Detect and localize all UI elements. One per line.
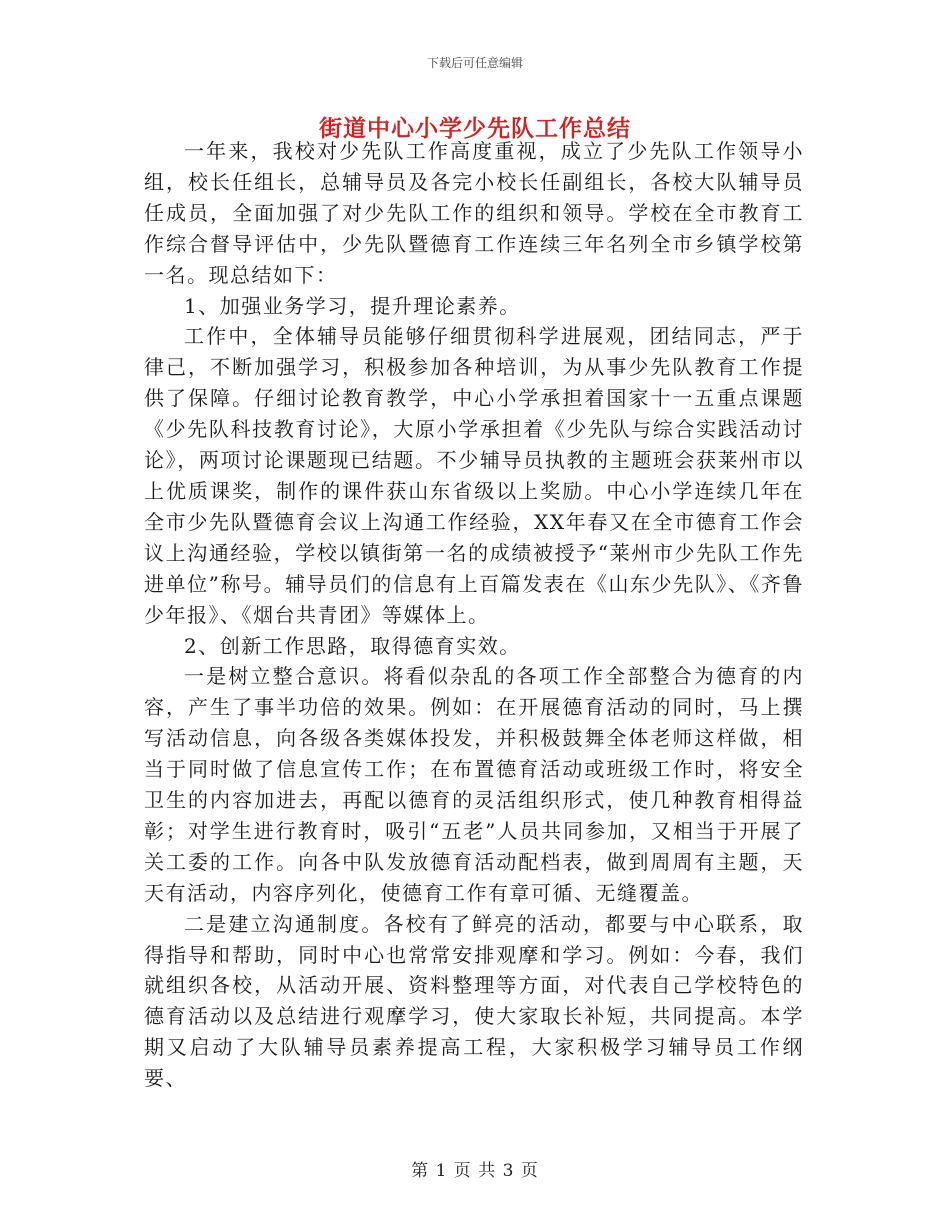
paragraph-section-1-heading: 1、加强业务学习，提升理论素养。 — [184, 293, 521, 318]
document-body — [144, 136, 804, 1094]
page-footer-number: 第 1 页 共 3 页 — [411, 1161, 539, 1181]
paragraph-section-2-item-2: 二是建立沟通制度。各校有了鲜亮的活动，都要与中心联系，取得指导和帮助，同时中心也常常安排观摩和学习。例如：今春，我们就组织各校，从活动开展、资料整理等方面，对代表自己学校特色的德育活动以及总结进行观摩学习，使大家取长补短，共同提高。本学期又启动了大队辅导员素养提高工程，大家积极学习辅导员工作纲要、 — [144, 911, 804, 1091]
document-title: 街道中心小学少先队工作总结 — [319, 115, 631, 142]
paragraph-intro: 一年来，我校对少先队工作高度重视，成立了少先队工作领导小组，校长任组长，总辅导员及各完小校长任副组长，各校大队辅导员任成员，全面加强了对少先队工作的组织和领导。学校在全市教育工作综合督导评估中，少先队暨德育工作连续三年名列全市乡镇学校第一名。现总结如下： — [144, 139, 804, 287]
page-header-note: 下载后可任意编辑 — [426, 56, 523, 70]
paragraph-section-2-heading: 2、创新工作思路，取得德育实效。 — [184, 633, 521, 658]
paragraph-section-2-item-1: 一是树立整合意识。将看似杂乱的各项工作全部整合为德育的内容，产生了事半功倍的效果。例如：在开展德育活动的同时，马上撰写活动信息，向各级各类媒体投发，并积极鼓舞全体老师这样做，相当于同时做了信息宣传工作；在布置德育活动或班级工作时，将安全卫生的内容加进去，再配以德育的灵活组织形式，使几种教育相得益彰；对学生进行教育时，吸引“五老”人员共同参加，又相当于开展了关工委的工作。向各中队发放德育活动配档表，做到周周有主题，天天有活动，内容序列化，使德育工作有章可循、无缝覆盖。 — [144, 664, 804, 905]
paragraph-section-1-body: 工作中，全体辅导员能够仔细贯彻科学进展观，团结同志，严于律己，不断加强学习，积极参加各种培训，为从事少先队教育工作提供了保障。仔细讨论教育教学，中心小学承担着国家十一五重点课题《少先队科技教育讨论》，大原小学承担着《少先队与综合实践活动讨论》，两项讨论课题现已结题。不少辅导员执教的主题班会获莱州市以上优质课奖，制作的课件获山东省级以上奖励。中心小学连续几年在全市少先队暨德育会议上沟通工作经验，XX年春又在全市德育工作会议上沟通经验，学校以镇街第一名的成绩被授予“莱州市少先队工作先进单位”称号。辅导员们的信息有上百篇发表在《山东少先队》、《齐鲁少年报》、《烟台共青团》等媒体上。 — [144, 324, 804, 627]
